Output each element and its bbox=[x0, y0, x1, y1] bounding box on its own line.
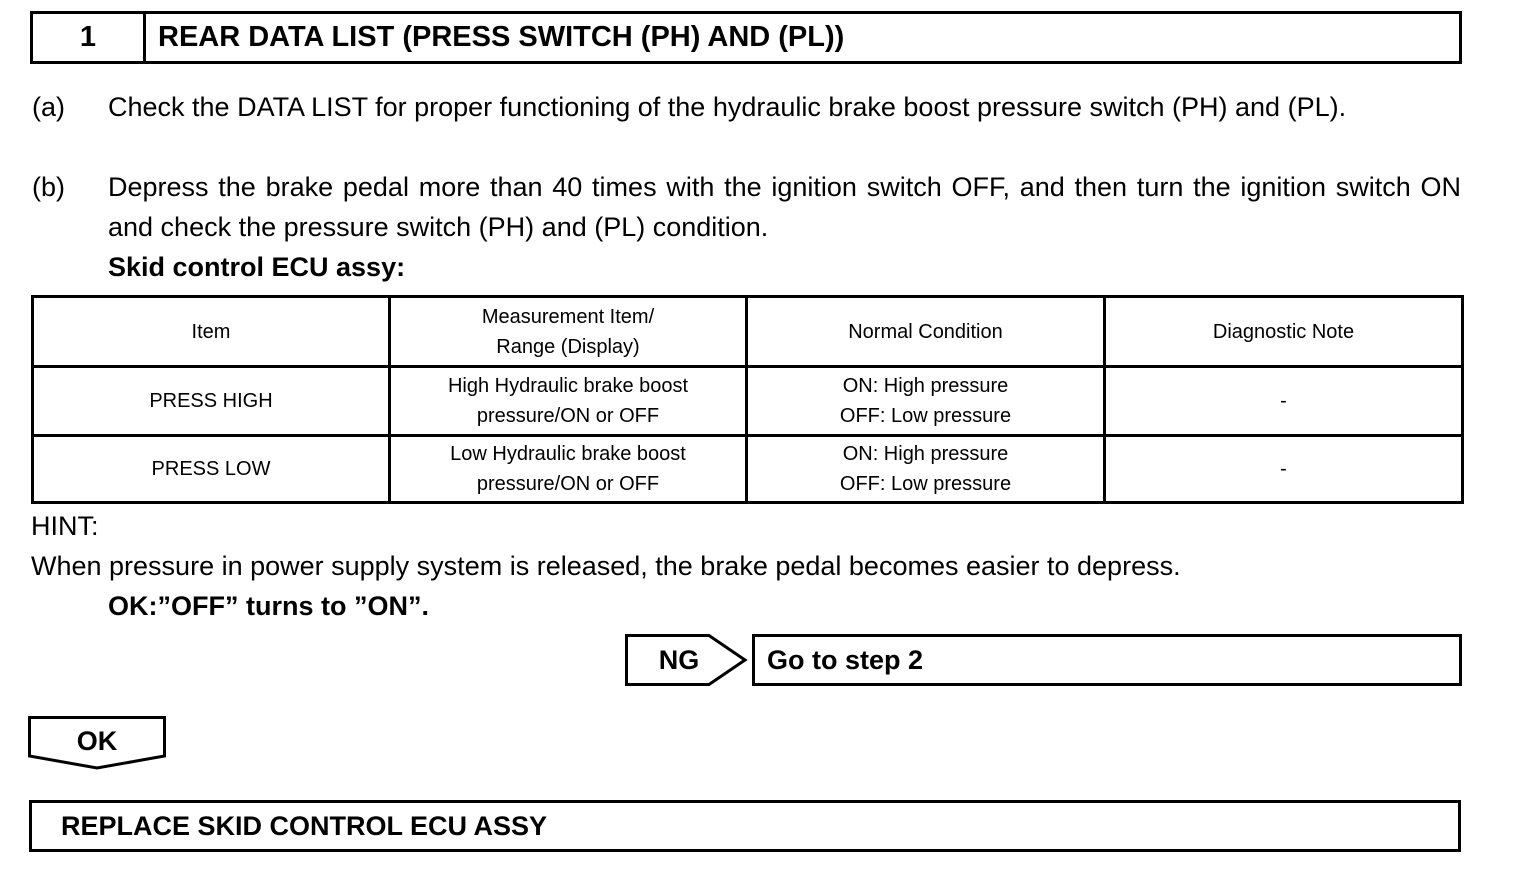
header-measurement-line2: Range (Display) bbox=[496, 335, 640, 358]
header-measurement-line1: Measurement Item/ bbox=[481, 305, 655, 328]
row-normal-line1: ON: High pressure bbox=[842, 375, 1009, 397]
step-b-marker: (b) bbox=[32, 172, 65, 202]
ok-condition: OK:”OFF” turns to ”ON”. bbox=[108, 591, 429, 621]
row-measurement-line2: pressure/ON or OFF bbox=[476, 473, 660, 495]
row-measurement-line1: High Hydraulic brake boost bbox=[447, 375, 689, 397]
ng-label: NG bbox=[658, 644, 700, 675]
ok-label: OK bbox=[76, 725, 118, 756]
table-row bbox=[33, 367, 1463, 436]
row-diagnostic-note: - bbox=[1105, 367, 1463, 436]
row-item: PRESS LOW bbox=[33, 436, 390, 503]
replace-ecu-box: REPLACE SKID CONTROL ECU ASSY bbox=[29, 800, 1461, 852]
row-measurement bbox=[390, 436, 747, 503]
step-number: 1 bbox=[33, 14, 146, 61]
table-row bbox=[33, 436, 1463, 503]
step-a-text: Check the DATA LIST for proper functioning of the hydraulic brake boost pressure switch (PH) and (PL). bbox=[108, 92, 1347, 122]
step-a-marker: (a) bbox=[32, 92, 65, 122]
row-item: PRESS HIGH bbox=[33, 367, 390, 436]
step-b-text: Depress the brake pedal more than 40 times with the ignition switch OFF, and then turn the ignition switch ON and check the pressure switch (PH) and (PL) condition. bbox=[108, 172, 1461, 242]
row-measurement-line1: Low Hydraulic brake boost bbox=[450, 443, 686, 465]
ecu-subheading: Skid control ECU assy: bbox=[108, 252, 406, 282]
header-item: Item bbox=[33, 297, 390, 367]
row-measurement bbox=[390, 367, 747, 436]
go-to-step-2-box: Go to step 2 bbox=[752, 634, 1462, 686]
row-measurement-line2: pressure/ON or OFF bbox=[476, 405, 660, 427]
hint-label: HINT: bbox=[31, 511, 99, 541]
row-normal-line2: OFF: Low pressure bbox=[839, 405, 1012, 427]
table-header-row bbox=[33, 297, 1463, 367]
row-diagnostic-note: - bbox=[1105, 436, 1463, 503]
hint-text: When pressure in power supply system is released, the brake pedal becomes easier to depress. bbox=[31, 551, 1181, 581]
header-diagnostic-note: Diagnostic Note bbox=[1105, 297, 1463, 367]
header-normal-condition: Normal Condition bbox=[747, 297, 1105, 367]
step-header bbox=[30, 11, 1462, 64]
row-normal-line1: ON: High pressure bbox=[842, 443, 1009, 465]
row-normal-condition bbox=[747, 436, 1105, 503]
header-measurement bbox=[390, 297, 747, 367]
row-normal-line2: OFF: Low pressure bbox=[839, 473, 1012, 495]
data-list-table bbox=[31, 295, 1464, 504]
step-title: REAR DATA LIST (PRESS SWITCH (PH) AND (PL)) bbox=[158, 21, 845, 53]
row-normal-condition bbox=[747, 367, 1105, 436]
